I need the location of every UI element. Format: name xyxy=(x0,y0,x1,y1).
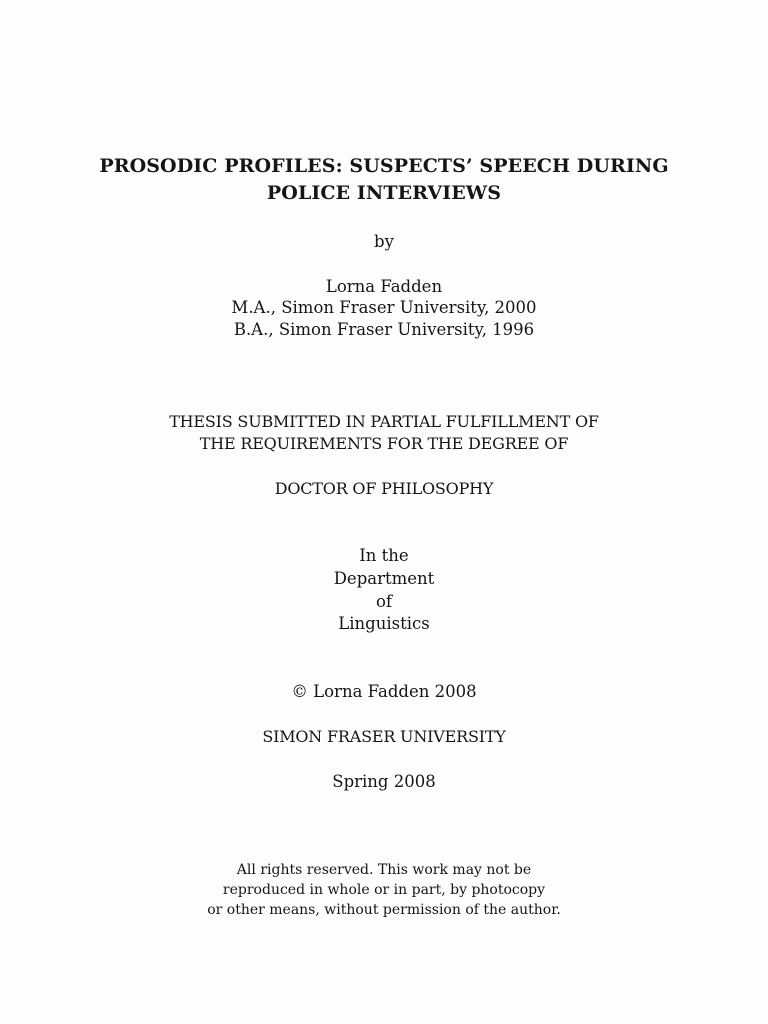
thesis-title-line-2: POLICE INTERVIEWS xyxy=(266,182,502,204)
rights-line-2: reproduced in whole or in part, by photocopy xyxy=(222,882,546,898)
thesis-statement-line-2: THE REQUIREMENTS FOR THE DEGREE OF xyxy=(199,434,569,453)
copyright-notice: © Lorna Fadden 2008 xyxy=(291,682,477,701)
rights-line-3: or other means, without permission of the author. xyxy=(207,902,561,918)
department-line-2: Department xyxy=(333,569,435,588)
term-date: Spring 2008 xyxy=(332,772,436,791)
by-label: by xyxy=(374,232,394,251)
rights-line-1: All rights reserved. This work may not be xyxy=(236,862,532,878)
author-degree-ma: M.A., Simon Fraser University, 2000 xyxy=(231,298,537,317)
author-degree-ba: B.A., Simon Fraser University, 1996 xyxy=(233,320,535,339)
author-name: Lorna Fadden xyxy=(325,277,443,296)
department-line-3: of xyxy=(375,592,393,611)
department-line-1: In the xyxy=(359,546,409,565)
thesis-statement-line-1: THESIS SUBMITTED IN PARTIAL FULFILLMENT OF xyxy=(169,412,599,431)
department-line-4: Linguistics xyxy=(338,614,430,633)
degree-name: DOCTOR OF PHILOSOPHY xyxy=(274,479,494,498)
university-name: SIMON FRASER UNIVERSITY xyxy=(262,727,506,746)
thesis-title-line-1: PROSODIC PROFILES: SUSPECTS’ SPEECH DURING xyxy=(99,155,669,177)
